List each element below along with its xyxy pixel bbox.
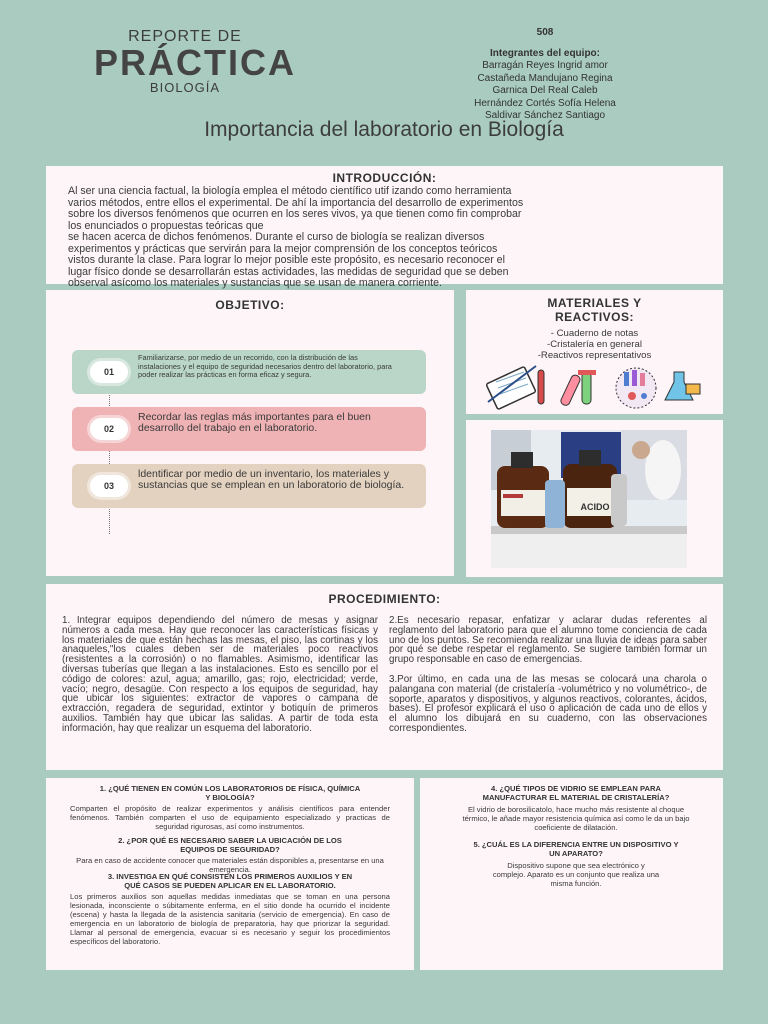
material-item: -Cristalería en general (547, 339, 642, 350)
procedure-panel (46, 584, 723, 770)
intro-line: vistos durante la clase. Para lograr lo mejor posible este propósito, es necesario reconocer el (68, 254, 505, 266)
question-title: 1. ¿QUÉ TIENEN EN COMÚN LOS LABORATORIOS DE FÍSICA, QUÍMICA Y BIOLOGÍA? (99, 784, 361, 802)
notebook-icon (486, 366, 536, 410)
question-block (70, 872, 390, 946)
question-answer: Los primeros auxilios son aquellas medidas inmediatas que se toman en una persona lesionada, inconsciente o súbitamente enferma, en el sitio donde ha ocurrido el incidente (escena) y hasta la llegada de la asistencia sanitaria (servicio de emergencia). En caso de emergencia en un laboratorio de biología de preparatoria, hay que priorizar la seguridad. Llamar al personal de emergencia, evacuar si es necesario y seguir los procedimientos específicos del laboratorio. (70, 892, 390, 946)
materials-panel (466, 290, 723, 414)
intro-line: lugar físico donde se desarrollarán estas actividades, las medidas de seguridad que se deben (68, 265, 509, 278)
flask-icon (665, 372, 700, 400)
question-answer: Dispositivo supone que sea electrónico y complejo. Aparato es un conjunto que realiza una misma función. (492, 861, 660, 888)
main-title: Importancia del laboratorio en Biología (204, 118, 564, 141)
subject-label: BIOLOGÍA (149, 80, 221, 95)
test-tubes-icon (560, 370, 596, 407)
procedure-step-2: 2.Es necesario repasar, enfatizar y aclarar dudas referentes al reglamento del laboratorio para que el alumno tome conciencia de cada uno de los puntos. Se recomienda realizar una lluvia de ideas para saber por qué se debe respetar el reglamento. Se sugiere también formar un grupo responsable en caso de emergencias. (389, 615, 707, 666)
question-block (460, 840, 692, 888)
step-number-badge: 03 (90, 475, 128, 497)
intro-title: INTRODUCCIÓN: (332, 171, 437, 185)
question-title: 4. ¿QUÉ TIPOS DE VIDRIO SE EMPLEAN PARA MANUFACTURAR EL MATERIAL DE CRISTALERÍA? (482, 784, 670, 802)
materials-list (466, 328, 723, 361)
lab-materials-illustration (486, 364, 716, 410)
lab-photo (491, 430, 687, 568)
report-label: REPORTE DE (128, 28, 242, 45)
intro-line: los enunciados o propuestas teóricas que (68, 219, 264, 232)
questions-right-panel (420, 778, 723, 970)
question-block (460, 784, 692, 832)
materials-title-line: MATERIALES Y (547, 296, 642, 310)
test-tube-icon (538, 370, 544, 404)
microscope-cells-icon (616, 368, 656, 408)
step-text: ldentificar por medio de un inventario, los materiales y sustancias que se emplean en un laboratorio de biología. (138, 468, 405, 491)
practica-heading: PRÁCTICA (94, 42, 296, 83)
reagent-bottles-photo (491, 430, 687, 568)
procedure-step-1: 1. Integrar equipos dependiendo del número de mesas y asignar números a cada mesa. Hay que reconocer las características físicas y los materiales de que están hechas las mesas, el piso, las cortinas y los anaqueles,"los cuales deben ser de materiales poco reactivos (resistentes a la corrosión) o no flamables. Asimismo, identificar las diversas tuberías que llegan a las instalaciones. Esto es sencillo por el código de colores: azul, agua; amarillo, gas; rojo, electricidad; verde, vacío; negro, desagüe. Con respecto a los equipos de seguridad, hay que ubicar los siguientes: extractor de vapores o campana de extracción, regadera de seguridad, extintor y botiquín de primeros auxilios. También hay que ubicar las salidas. A partir de toda esta información, hay que realizar un esquema del laboratorio. (62, 615, 378, 734)
materials-title-line: REACTIVOS: (554, 310, 634, 324)
procedure-steps-2-3 (389, 616, 707, 734)
question-title: 3. INVESTIGA EN QUÉ CONSISTEN LOS PRIMEROS AUXILIOS Y EN QUÉ CASOS SE PUEDEN APLICAR EN EL LABORATORIO. (107, 872, 353, 890)
material-item: -Reactivos representativos (537, 350, 652, 361)
objective-step (72, 464, 426, 508)
team-member: Hernández Cortés Sofía Helena (474, 97, 616, 109)
intro-line: varios métodos, entre ellos el experimental. De ahí la importancia del desarrollo de experimentos (68, 196, 524, 209)
questions-left-panel (46, 778, 414, 970)
team-member: Saldivar Sánchez Santiago (484, 110, 606, 121)
objective-title: OBJETIVO: (215, 298, 285, 312)
question-title: 5. ¿CUÁL ES LA DIFERENCIA ENTRE UN DISPOSITIVO Y UN APARATO? (473, 840, 679, 858)
objective-step (72, 407, 426, 451)
team-member-list (415, 60, 675, 123)
intro-line: observal asícomo los materiales y sustancias que se usan de manera corriente. (68, 277, 442, 289)
objective-step (72, 350, 426, 394)
question-block (70, 836, 390, 874)
step-number-badge: 02 (90, 418, 128, 440)
intro-line: sobre los diversos fenómenos que ocurren en los seres vivos, ya que tienen como fin comprobar (68, 208, 522, 220)
materials-title (466, 296, 723, 324)
intro-text (68, 186, 708, 290)
question-answer: Comparten el propósito de realizar experimentos y análisis científicos para entender fenómenos. También comparten el uso de equipamiento especializado y practicas de seguridad rigurosas, así como instrumentos. (70, 804, 390, 831)
material-item: - Cuaderno de notas (550, 328, 639, 339)
step-number-badge: 01 (90, 361, 128, 383)
question-title: 2. ¿POR QUÉ ES NECESARIO SABER LA UBICACIÓN DE LOS EQUIPOS DE SEGURIDAD? (118, 836, 342, 854)
intro-panel (46, 166, 723, 289)
team-member: Garnica Del Real Caleb (492, 85, 598, 96)
question-block (70, 784, 390, 831)
intro-line: Al ser una ciencia factual, la biología emplea el método científico utif izando como herramienta (68, 185, 512, 197)
team-member: Castañeda Mandujano Regina (477, 72, 613, 84)
step-text: Familiarizarse, por medio de un recorrido, con la distribución de las instalaciones y el equipo de seguridad necesarios dentro del laboratorio, para poder realizar las prácticas en forma eficaz y segura. (138, 353, 392, 380)
team-member: Barragán Reyes Ingrid amor (482, 60, 608, 71)
bottle-label: ACIDO (580, 502, 610, 512)
procedure-title: PROCEDIMIENTO: (328, 592, 441, 606)
step-text: Recordar las reglas más importantes para el buen desarrollo del trabajo en el laboratorio. (138, 411, 371, 434)
group-number: 508 (536, 27, 554, 38)
question-answer: El vidrio de borosilicatolo, hace mucho más resistente al choque térmico, le añade mayor resistencia química así como le da un bajo coeficiente de dilatación. (462, 805, 690, 832)
intro-line: se hacen acerca de dichos fenómenos. Durante el curso de biología se realizan diversos (68, 231, 485, 243)
question-answer: Para en caso de accidente conocer que materiales están disponibles a, presentarse en una emergencia. (76, 856, 384, 874)
intro-line: experimentos y prácticas que servirán para la mejor comprensión de los conceptos teóricos (68, 242, 498, 255)
team-title: Integrantes del equipo: (489, 48, 600, 59)
procedure-step-3: 3.Por último, en cada una de las mesas se colocará una charola o palangana con material (de cristalería -volumétrico y no volumétrico-, de soporte, aparatos y dispositivos, y algunos reactivos, colorantes, ácidos, bases). El profesor explicará el uso o aplicación de cada uno de ellos y el alumno los dibujará en su cuaderno, con las observaciones correspondientes. (389, 673, 707, 734)
